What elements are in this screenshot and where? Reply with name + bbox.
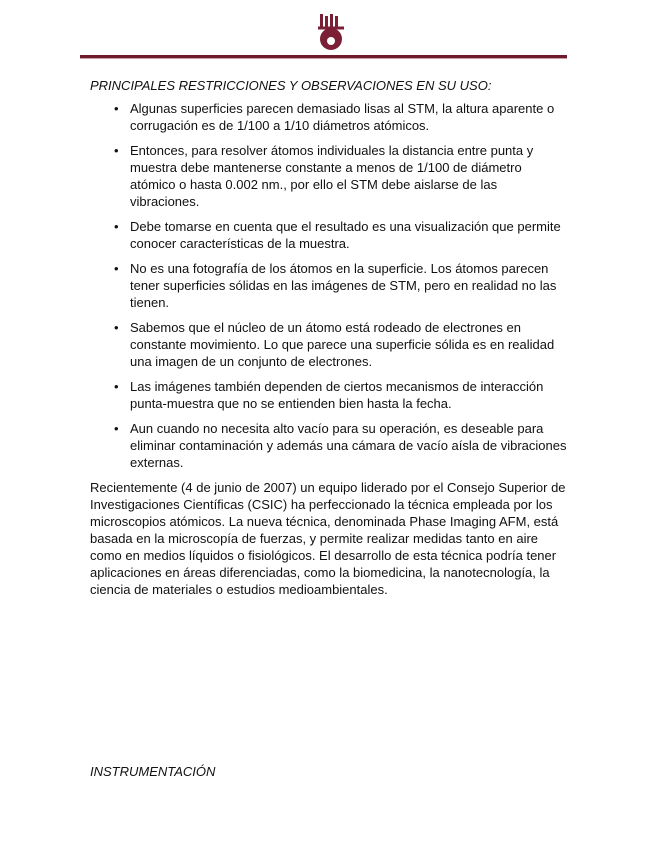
body-paragraph: Recientemente (4 de junio de 2007) un equipo liderado por el Consejo Superior de Investigaciones Científicas (CSIC) ha perfeccionado la técnica empleada por los microscopios atómicos. La nueva técnica, denominada Phase Imaging AFM, está basada en la microscopía de fuerzas, y permite realizar medidas tanto en aire como en medios líquidos o fisiológicos. El desarrollo de esta técnica podría tener aplicaciones en áreas diferenciadas, como la biomedicina, la nanotecnología, la ciencia de materiales o estudios medioambientales. xyxy=(90,480,566,597)
bullet-icon: • xyxy=(114,219,119,234)
list-item: • No es una fotografía de los átomos en la superficie. Los átomos parecen tener superficies sólidas en las imágenes de STM, pero en realidad no las tienen. xyxy=(114,261,557,310)
bullet-icon: • xyxy=(114,320,119,335)
section-title: INSTRUMENTACIÓN xyxy=(90,764,216,779)
bullet-icon: • xyxy=(114,379,119,394)
list-item: • Sabemos que el núcleo de un átomo está rodeado de electrones en constante movimiento. Lo que parece una superficie sólida es en realidad una imagen de un conjunto de electrones. xyxy=(114,320,555,369)
bullet-icon: • xyxy=(114,261,119,276)
bullet-icon: • xyxy=(114,143,119,158)
list-item: • Algunas superficies parecen demasiado lisas al STM, la altura aparente o corrugación es de 1/100 a 1/10 diámetros atómicos. xyxy=(114,101,555,133)
list-item: • Debe tomarse en cuenta que el resultado es una visualización que permite conocer características de la muestra. xyxy=(114,219,561,251)
header-rule xyxy=(80,55,567,59)
bullet-icon: • xyxy=(114,101,119,116)
bullet-list xyxy=(90,100,568,471)
list-item: • Aun cuando no necesita alto vacío para su operación, es deseable para eliminar contaminación y además una cámara de vacío aísla de vibraciones externas. xyxy=(114,421,567,470)
section-heading: PRINCIPALES RESTRICCIONES Y OBSERVACIONES EN SU USO: xyxy=(90,78,492,93)
list-item: • Las imágenes también dependen de ciertos mecanismos de interacción punta-muestra que no se entienden bien hasta la fecha. xyxy=(114,379,544,411)
page-content xyxy=(90,77,568,780)
bullet-icon: • xyxy=(114,421,119,436)
list-item: • Entonces, para resolver átomos individuales la distancia entre punta y muestra debe mantenerse constante a menos de 1/100 de diámetro atómico o hasta 0.002 nm., por ello el STM debe aislarse de las vibraciones. xyxy=(114,143,534,209)
institution-logo xyxy=(316,12,346,52)
